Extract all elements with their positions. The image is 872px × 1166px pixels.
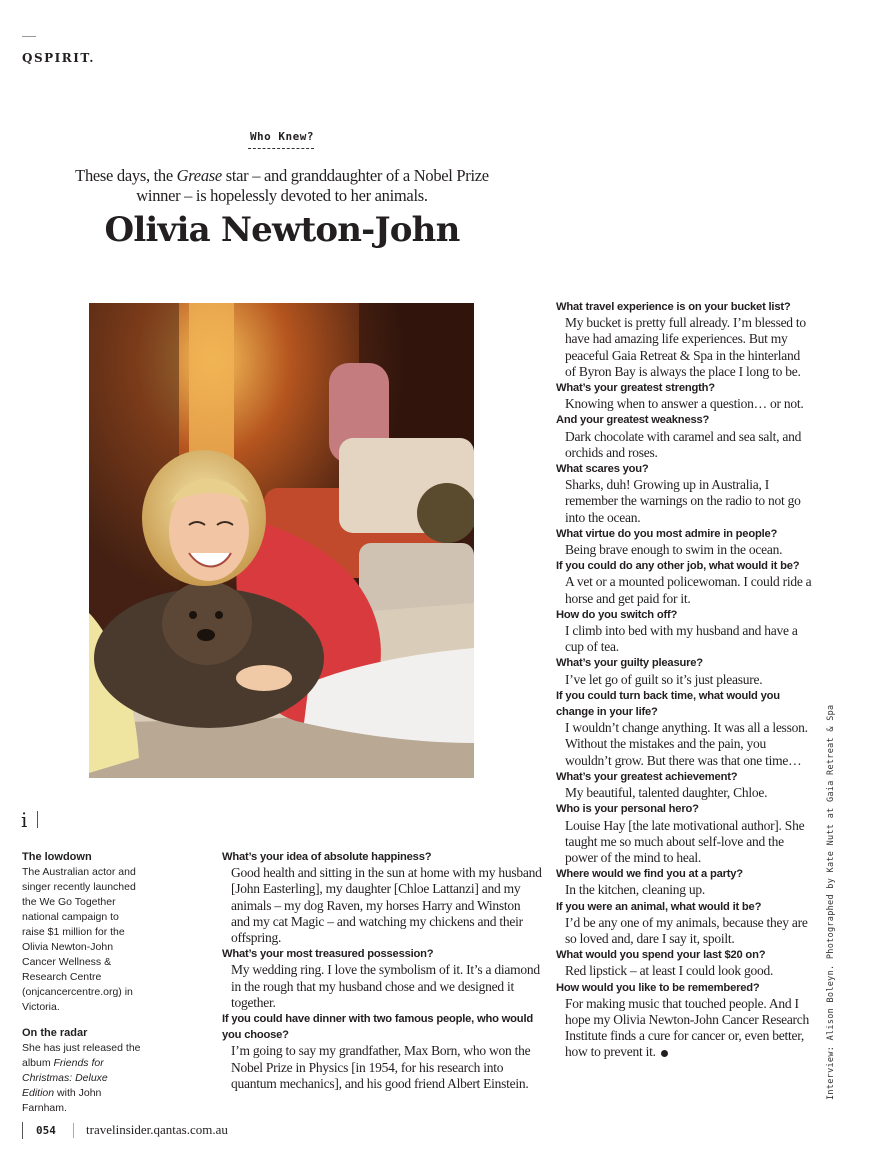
standfirst-start: These days, the <box>75 166 177 185</box>
question: What virtue do you most admire in people? <box>556 527 778 540</box>
answer: Dark chocolate with caramel and sea salt, and orchids and roses. <box>565 428 802 460</box>
qa-column-left <box>222 849 542 1092</box>
photo-credit: Interview: Alison Boleyn. Photographed by Kate Nutt at Gaia Retreat & Spa <box>826 704 836 1100</box>
page-number: 054 <box>36 1124 56 1137</box>
question: What’s your greatest strength? <box>556 382 715 395</box>
answer: I wouldn’t change anything. It was all a lesson. Without the mistakes and the pain, you wouldn’t grow. But there was that one time… <box>565 720 808 768</box>
radar-text <box>22 1041 142 1116</box>
portrait-photo <box>89 303 474 778</box>
answer: My beautiful, talented daughter, Chloe. <box>565 785 768 801</box>
end-mark-icon <box>661 1050 668 1057</box>
question: What’s your guilty pleasure? <box>556 657 703 670</box>
answer: In the kitchen, cleaning up. <box>565 882 705 898</box>
answer: My wedding ring. I love the symbolism of it. It’s a diamond in the rough that my husband chose and we designed it together. <box>231 962 540 1010</box>
top-rule <box>22 36 36 37</box>
info-divider <box>37 811 38 828</box>
answer: A vet or a mounted policewoman. I could ride a horse and get paid for it. <box>565 574 812 606</box>
question: If you could do any other job, what would it be? <box>556 560 800 573</box>
answer: I climb into bed with my husband and have a cup of tea. <box>565 623 798 655</box>
question: How do you switch off? <box>556 608 678 621</box>
question: How would you like to be remembered? <box>556 981 760 994</box>
qa-column-right <box>556 299 812 1061</box>
standfirst <box>60 166 504 206</box>
footer-rule <box>22 1122 23 1139</box>
question: If you could have dinner with two famous people, who would you choose? <box>222 1013 533 1042</box>
question: What would you spend your last $20 on? <box>556 949 766 962</box>
info-icon: i <box>21 808 28 832</box>
answer: I’d be any one of my animals, because they are so loved and, dare I say it, spoilt. <box>565 914 808 946</box>
answer: Good health and sitting in the sun at home with my husband [John Easterling], my daughter [Chloe Lattanzi] and my animals – my dog Raven, my horses Harry and Winston and my cat Magic – and watching my chickens and their offspring. <box>231 865 542 946</box>
answer: Knowing when to answer a question… or not. <box>565 396 804 412</box>
footer-divider <box>73 1123 74 1138</box>
question: What scares you? <box>556 463 649 476</box>
radar-text-start: She has just released the album <box>22 1042 141 1069</box>
answer: Being brave enough to swim in the ocean. <box>565 542 783 558</box>
lowdown-box <box>22 850 142 1015</box>
section-brand: QSPIRIT. <box>22 51 95 65</box>
answer: Sharks, duh! Growing up in Australia, I remember the warnings on the radio to not go into the ocean. <box>565 477 801 525</box>
answer: My bucket is pretty full already. I’m blessed to have had amazing life experiences. But my peaceful Gaia Retreat & Spa in the hinterland of Byron Bay is always the place I long to be. <box>565 315 806 379</box>
answer: Red lipstick – at least I could look good. <box>565 963 774 979</box>
question: What’s your idea of absolute happiness? <box>222 851 432 863</box>
lowdown-text: The Australian actor and singer recently launched the We Go Together national campaign to raise $1 million for the Olivia Newton-John Cancer Wellness & Research Centre (onjcancercentre.org) in Victoria. <box>22 866 136 1013</box>
final-answer-text: For making music that touched people. And I hope my Olivia Newton-John Cancer Research Institute finds a cure for cancer or, even better, how to prevent it. <box>565 995 810 1060</box>
kicker-underline <box>248 148 314 149</box>
kicker: Who Knew? <box>249 130 315 143</box>
question: If you were an animal, what would it be? <box>556 900 762 913</box>
radar-box <box>22 1026 142 1116</box>
radar-text-end: with John Farnham. <box>22 1087 102 1114</box>
standfirst-end: star – and granddaughter of a Nobel Prize winner – is hopelessly devoted to her animals. <box>136 166 489 205</box>
question: And your greatest weakness? <box>556 414 710 427</box>
article-title: Olivia Newton-John <box>104 210 460 250</box>
answer: I’m going to say my grandfather, Max Born, who won the Nobel Prize in Physics [in 1954, for his research into quantum mechanics], and his good friend Albert Einstein. <box>231 1043 531 1091</box>
question: What’s your most treasured possession? <box>222 948 434 961</box>
question: What travel experience is on your bucket list? <box>556 301 791 313</box>
answer: Louise Hay [the late motivational author]. She taught me so much about self-love and the power of the mind to heal. <box>565 817 805 865</box>
radar-title: On the radar <box>22 1027 88 1039</box>
answer <box>556 996 812 1061</box>
lowdown-title: The lowdown <box>22 851 92 863</box>
standfirst-film-title: Grease <box>176 166 222 185</box>
question: What’s your greatest achievement? <box>556 770 738 783</box>
question: If you could turn back time, what would you change in your life? <box>556 689 780 719</box>
answer: I’ve let go of guilt so it’s just pleasure. <box>565 671 763 687</box>
question: Who is your personal hero? <box>556 803 699 816</box>
footer-website: travelinsider.qantas.com.au <box>86 1122 228 1137</box>
question: Where would we find you at a party? <box>556 868 743 881</box>
album-title: Friends for Christmas: Deluxe Edition <box>22 1057 108 1099</box>
